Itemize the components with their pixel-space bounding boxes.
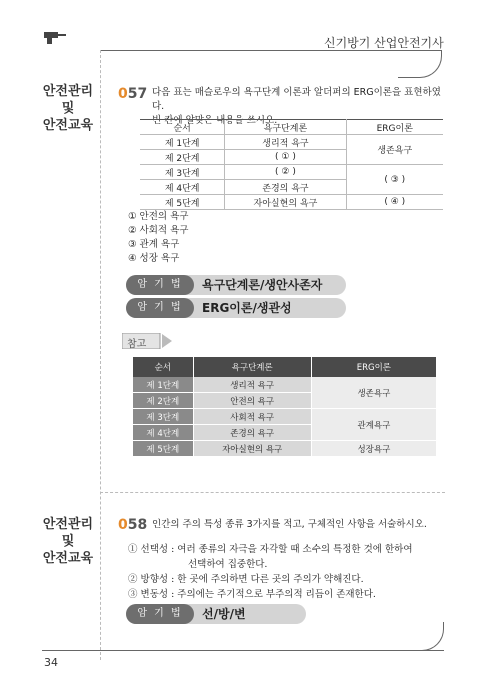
ref-cell: 제 2단계 (133, 393, 194, 409)
header-title: 신기방기 산업안전기사 (324, 36, 444, 50)
header-rule (100, 50, 442, 51)
q57-cell: 제 3단계 (140, 165, 225, 180)
q58-answer-2: ② 방향성 : 한 곳에 주의하면 다른 곳의 주의가 약해진다. (128, 574, 364, 585)
q57-th-order: 순서 (140, 120, 225, 135)
ref-cell: 제 5단계 (133, 441, 194, 457)
q57-answer-2: ② 사회적 욕구 (128, 225, 189, 236)
q57-cell: 생리적 욕구 (225, 135, 346, 150)
table-row (133, 409, 436, 425)
q58-question: 인간의 주의 특성 종류 3가지를 적고, 구체적인 사항을 서술하시오. (152, 519, 427, 530)
memo-tag: 암 기 법 (126, 275, 194, 295)
drill-icon (44, 30, 66, 44)
memo-tag: 암 기 법 (126, 604, 194, 624)
q57-cell: 제 1단계 (140, 135, 225, 150)
q58-answers (128, 542, 448, 602)
q57-cell-erg: ( ④ ) (346, 195, 443, 210)
q58-answer-1-cont: 선택하여 집중한다. (188, 559, 268, 570)
ref-cell: 존경의 욕구 (194, 425, 312, 441)
q57-answers (128, 210, 188, 266)
q57-th-erg: ERG이론 (346, 120, 443, 135)
q57-answer-1: ① 안전의 욕구 (128, 211, 189, 222)
q58-number (118, 517, 147, 533)
ref-cell: 제 4단계 (133, 425, 194, 441)
q58-category-line3: 안전교육 (42, 551, 94, 566)
q57-category-line1: 안전관리 (42, 84, 94, 99)
table-row (140, 165, 443, 180)
ref-th-erg: ERG이론 (312, 357, 436, 377)
q57-cell: 제 2단계 (140, 150, 225, 165)
q57-table-header (140, 120, 443, 135)
memo-text: 욕구단계론/생안사존자 (202, 278, 323, 292)
q57-memo2 (126, 298, 346, 318)
ref-cell: 제 3단계 (133, 409, 194, 425)
q57-number-zero: 0 (118, 86, 128, 102)
ref-cell: 자아실현의 욕구 (194, 441, 312, 457)
reference-label-text: 참고 (127, 339, 147, 350)
q57-answer-4: ④ 성장 욕구 (128, 253, 180, 264)
footer-rule (42, 650, 444, 651)
q57-category-line2: 및 (61, 101, 75, 116)
memo-text: 선/방/변 (202, 607, 246, 621)
q57-th-hierarchy: 욕구단계론 (225, 120, 346, 135)
ref-cell: 생리적 욕구 (194, 377, 312, 393)
memo-tag: 암 기 법 (126, 298, 194, 318)
q58-number-zero: 0 (118, 517, 128, 533)
q58-category (38, 516, 98, 567)
q57-question-line2: 빈 칸에 알맞은 내용을 쓰시오. (152, 115, 278, 126)
q57-category-line3: 안전교육 (42, 118, 94, 133)
ref-cell: 제 1단계 (133, 377, 194, 393)
question-separator (100, 492, 445, 493)
q57-cell: 자아실현의 욕구 (225, 195, 346, 210)
ref-cell-erg: 성장욕구 (312, 441, 436, 457)
ref-cell: 사회적 욕구 (194, 409, 312, 425)
reference-table (133, 357, 436, 457)
q57-cell: 제 5단계 (140, 195, 225, 210)
ref-cell-erg: 생존욕구 (312, 377, 436, 409)
q57-number-digits: 57 (127, 86, 148, 102)
table-row (133, 377, 436, 393)
q58-number-digits: 58 (127, 517, 148, 533)
q58-category-line1: 안전관리 (42, 517, 94, 532)
page-number: 34 (44, 656, 58, 669)
q57-cell-erg: ( ③ ) (346, 165, 443, 195)
margin-divider (100, 50, 101, 660)
q57-memo1 (126, 275, 346, 295)
header-rule-curve (398, 50, 442, 78)
q57-table (140, 119, 443, 210)
q57-cell: 존경의 욕구 (225, 180, 346, 195)
q57-number (118, 86, 147, 102)
table-row (140, 195, 443, 210)
q57-cell: 제 4단계 (140, 180, 225, 195)
q57-answer-3: ③ 관계 욕구 (128, 239, 180, 250)
q58-category-line2: 및 (61, 534, 75, 549)
q58-answer-1: ① 선택성 : 여러 종류의 자극을 자각할 때 소수의 특정한 것에 한하여 (128, 544, 413, 555)
q57-question-line1: 다음 표는 매슬로우의 욕구단계 이론과 알더퍼의 ERG이론을 표현하였다. (152, 87, 441, 112)
ref-cell: 안전의 욕구 (194, 393, 312, 409)
ref-th-order: 순서 (133, 357, 194, 377)
q57-category (38, 83, 98, 134)
memo-text: ERG이론/생관성 (202, 301, 292, 315)
q57-cell: ( ① ) (225, 150, 346, 165)
table-row (140, 135, 443, 150)
q58-answer-3: ③ 변동성 : 주의에는 주기적으로 부주의적 리듬이 존재한다. (128, 589, 376, 600)
q57-cell: ( ② ) (225, 165, 346, 180)
footer-rule-curve (400, 622, 444, 651)
q58-memo (126, 604, 306, 624)
reference-table-header (133, 357, 436, 377)
ref-th-hierarchy: 욕구단계론 (194, 357, 312, 377)
table-row (133, 441, 436, 457)
q57-cell-erg: 생존욕구 (346, 135, 443, 165)
ref-cell-erg: 관계욕구 (312, 409, 436, 441)
